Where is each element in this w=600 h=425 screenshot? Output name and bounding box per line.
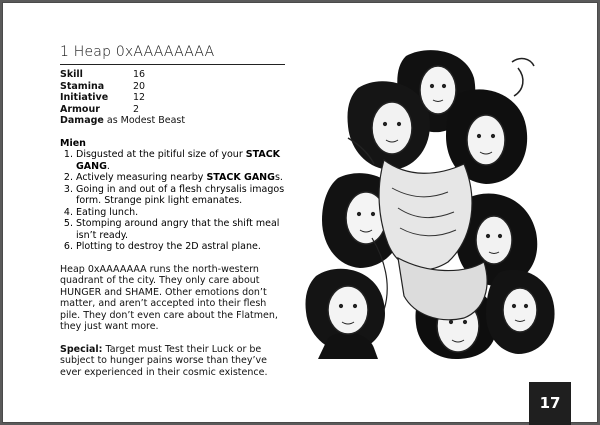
stat-value: 12 [133, 92, 146, 103]
flesh-pile-drawing [288, 48, 561, 359]
monster-stat-block [60, 43, 285, 378]
damage-text: as Modest Beast [103, 115, 186, 126]
special-text: Target must Test their Luck or be subject to hunger pains worse than they’ve ever experienced in their cosmic existence. [60, 343, 268, 378]
mien-item: 6. Plotting to destroy the 2D astral plane. [76, 241, 285, 253]
damage-label: Damage [60, 115, 104, 126]
page-number: 17 [529, 382, 571, 425]
description-paragraph: Heap 0xAAAAAAA runs the north-western quadrant of the city. They only care about HUNGER and SHAME. Other emotions don’t matter, and aren’t accepted into their flesh pile. They don’t even care about the Flatmen, they just want more. [60, 263, 278, 332]
damage-line [60, 115, 285, 127]
special-paragraph [60, 344, 285, 379]
stat-row-skill [60, 69, 285, 81]
special-label: Special: [60, 343, 103, 355]
stat-label: Skill [60, 69, 83, 80]
stat-value: 16 [133, 69, 146, 80]
stat-value: 2 [133, 103, 140, 115]
stat-label: Initiative [60, 92, 109, 103]
mien-heading: Mien [60, 137, 86, 149]
stats-block [60, 69, 285, 127]
stat-label: Armour [60, 103, 100, 115]
stat-row-stamina [60, 81, 285, 93]
stat-row-armour [60, 104, 285, 116]
mien-item: 2. Actively measuring nearby STACK GANGs. [76, 172, 285, 184]
monster-illustration [288, 48, 561, 359]
stat-label: Stamina [60, 80, 105, 92]
mien-item: 4. Eating lunch. [76, 207, 285, 219]
mien-item: 1. Disgusted at the pitiful size of your STACK GANG. [76, 149, 285, 172]
mien-item: 5. Stomping around angry that the shift meal isn’t ready. [76, 218, 285, 241]
stat-value: 20 [133, 80, 146, 92]
mien-item: 3. Going in and out of a flesh chrysalis imagos form. Strange pink light emanates. [76, 184, 285, 207]
stat-row-initiative [60, 92, 285, 104]
monster-title: 1 Heap 0xAAAAAAAA [60, 43, 285, 65]
mien-list [60, 149, 285, 253]
page [3, 3, 597, 422]
